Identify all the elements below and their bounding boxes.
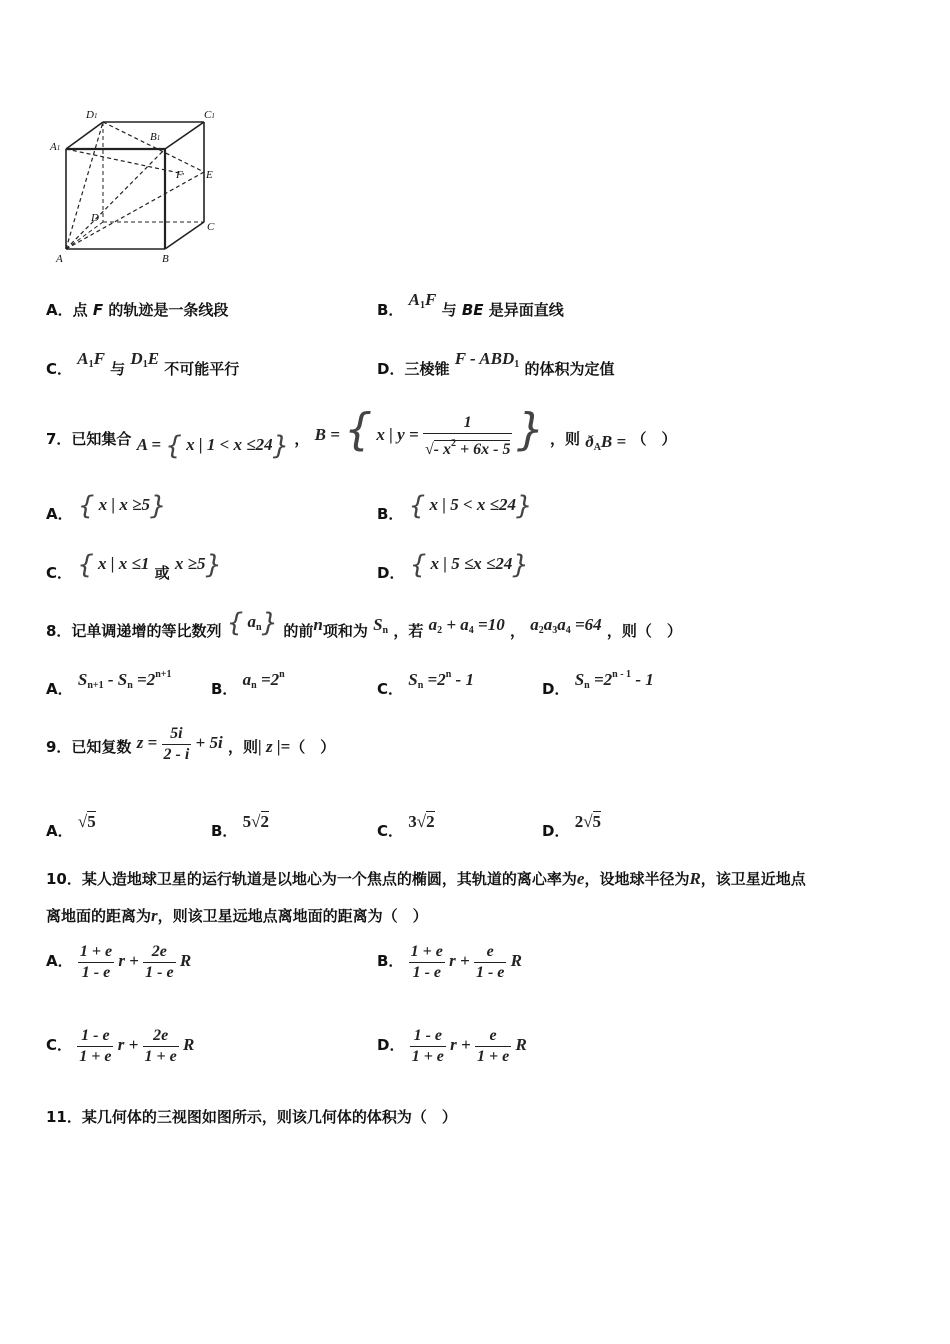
label-d1: D1 bbox=[86, 109, 98, 121]
edge-b1-c1 bbox=[165, 122, 204, 149]
q7-option-c: C． { x | x ≤1 或 x ≥5} bbox=[46, 550, 222, 582]
q10-option-b: B． $\frac{1 + e}{1 - e}$ r + $\frac{e}{1 - e}$ R bbox=[377, 942, 522, 981]
q8-option-c: C． $S_n =2^n - 1$ bbox=[377, 669, 474, 698]
q6-option-c: C． $A_1F$ 与 $D_1E$ 不可能平行 bbox=[46, 349, 240, 378]
q6-option-a: A．点 F 的轨迹是一条线段 bbox=[46, 301, 229, 319]
q9-stem: 9．已知复数 z = $\frac{5i}{2 - i}$ + 5i ，则| z |=（ ） bbox=[46, 724, 336, 763]
q11-stem: 11．某几何体的三视图如图所示，则该几何体的体积为（ ） bbox=[46, 1108, 457, 1126]
label-d: D bbox=[91, 212, 99, 224]
q7-stem: 7．已知集合 A = { x | 1 < x ≤24} ， B = { x | y = $\frac{1}{√- x^2 + 6x - 5}$ } ，则 $ð_AB$ = （ ） bbox=[46, 404, 677, 461]
label-b1: B1 bbox=[150, 131, 161, 143]
segment-d1-e bbox=[103, 122, 204, 172]
q7-option-d: D． { x | 5 ≤x ≤24} bbox=[377, 550, 529, 582]
q10-option-c: C． $\frac{1 - e}{1 + e}$ r + $\frac{2e}{1 + e}$ R bbox=[46, 1026, 195, 1065]
label-e: E bbox=[206, 169, 213, 181]
q10-option-d: D． $\frac{1 - e}{1 + e}$ r + $\frac{e}{1 + e}$ R bbox=[377, 1026, 527, 1065]
q8-option-b: B． $a_n =2^n$ bbox=[211, 669, 285, 698]
q9-option-b: B． 5√2 bbox=[211, 812, 270, 840]
label-a1: A1 bbox=[50, 141, 61, 153]
q10-option-a: A． $\frac{1 + e}{1 - e}$ r + $\frac{2e}{1 - e}$ R bbox=[46, 942, 192, 981]
q9-option-c: C． 3√2 bbox=[377, 812, 435, 840]
q9-option-a: A． √5 bbox=[46, 812, 96, 840]
edge-a-d-hidden bbox=[66, 222, 103, 249]
q10-stem-line2: 离地面的距离为r，则该卫星远地点离地面的距离为（ ） bbox=[46, 906, 428, 925]
label-a: A bbox=[56, 253, 63, 265]
segment-a-d1 bbox=[66, 122, 103, 249]
q7-option-a: A． { x | x ≥5} bbox=[46, 491, 167, 523]
label-f: F bbox=[176, 169, 183, 181]
q9-option-d: D． 2√5 bbox=[542, 812, 602, 840]
label-b: B bbox=[162, 253, 169, 265]
q8-stem: 8．记单调递增的等比数列 { $a_n$} 的前n项和为 $S_n$ ，若 $a_2 + a_4 =10$ ， $a_2a_3a_4 =64$ ，则（ ） bbox=[46, 608, 682, 640]
q6-option-d: D．三棱锥 F - $ABD_1$ 的体积为定值 bbox=[377, 349, 615, 378]
cube-figure bbox=[48, 104, 228, 268]
q6-option-b: B． $A_1F$ 与 BE 是异面直线 bbox=[377, 290, 564, 319]
segment-a-e bbox=[66, 172, 204, 249]
q10-stem-line1: 10．某人造地球卫星的运行轨道是以地心为一个焦点的椭圆，其轨道的离心率为e，设地球半径为R，该卫星近地点 bbox=[46, 869, 806, 888]
edge-b-c bbox=[165, 222, 204, 249]
edge-a1-d1 bbox=[66, 122, 103, 149]
q8-option-d: D． $S_n =2^{n - 1} - 1$ bbox=[542, 669, 654, 698]
q8-option-a: A． $S_{n+1} - S_n =2^{n+1}$ bbox=[46, 669, 172, 698]
label-c1: C1 bbox=[204, 109, 215, 121]
label-c: C bbox=[207, 221, 215, 233]
q7-option-b: B． { x | 5 < x ≤24} bbox=[377, 491, 533, 523]
